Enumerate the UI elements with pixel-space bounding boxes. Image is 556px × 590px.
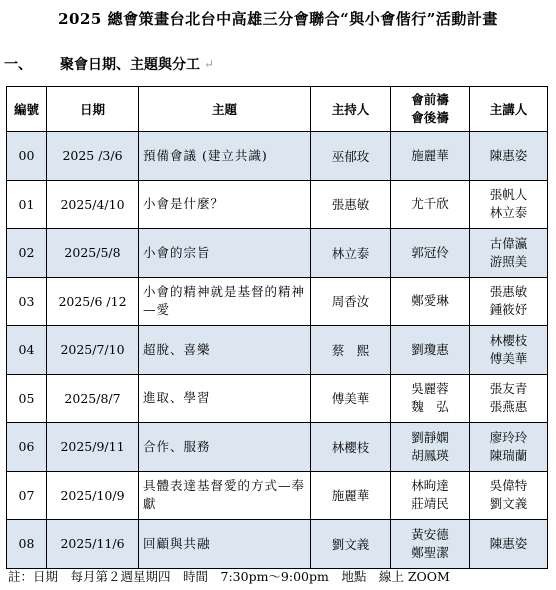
cell-prayer: 郭冠伶 [391,229,470,278]
page-title: 2025 總會策畫台北台中高雄三分會聯合“與小會偕行”活動計畫 [58,10,498,28]
table-row [7,229,548,278]
cell-prayer: 劉瓊惠 [391,326,470,375]
table-row [7,326,548,375]
header-host: 主持人 [311,87,391,132]
cell-id: 04 [7,326,47,375]
table-row [7,423,548,472]
cell-id: 05 [7,374,47,423]
cell-speaker: 林櫻枝 傅美華 [470,326,548,375]
header-date: 日期 [47,87,139,132]
cell-topic: 合作、服務 [139,423,311,472]
cell-date: 2025/6 /12 [47,277,139,326]
paragraph-mark-icon: ↵ [204,57,215,71]
cell-date: 2025 /3/6 [47,132,139,181]
table-row [7,180,548,229]
cell-speaker: 古偉瀛 游照美 [470,229,548,278]
cell-date: 2025/10/9 [47,471,139,520]
cell-topic: 小會是什麼？ [139,180,311,229]
cell-speaker: 張帆人 林立泰 [470,180,548,229]
table-row [7,374,548,423]
cell-id: 00 [7,132,47,181]
header-prayer: 會前禱 會後禱 [391,87,470,132]
cell-id: 08 [7,520,47,569]
section-title: 聚會日期、主題與分工 [60,57,200,73]
cell-host: 蔡 熙 [311,326,391,375]
cell-host: 施麗華 [311,471,391,520]
table-header-row [7,87,548,132]
section-heading [4,54,214,74]
cell-topic: 小會的精神就是基督的精神—愛 [139,277,311,326]
table-row [7,132,548,181]
cell-topic: 回顧與共融 [139,520,311,569]
schedule-table [6,86,548,569]
cell-topic: 具體表達基督愛的方式—奉獻 [139,471,311,520]
cell-host: 傅美華 [311,374,391,423]
cell-speaker: 陳惠姿 [470,132,548,181]
cell-prayer: 林昫達 莊靖民 [391,471,470,520]
cell-host: 林立泰 [311,229,391,278]
cell-prayer: 施麗華 [391,132,470,181]
table-row [7,520,548,569]
cell-id: 06 [7,423,47,472]
header-id: 編號 [7,87,47,132]
cell-speaker: 吳偉特 劉文義 [470,471,548,520]
cell-date: 2025/11/6 [47,520,139,569]
cell-date: 2025/9/11 [47,423,139,472]
table-row [7,277,548,326]
cell-id: 07 [7,471,47,520]
cell-topic: 小會的宗旨 [139,229,311,278]
cell-date: 2025/7/10 [47,326,139,375]
cell-topic: 進取、學習 [139,374,311,423]
cell-speaker: 張惠敏 鍾筱妤 [470,277,548,326]
cell-id: 01 [7,180,47,229]
header-topic: 主題 [139,87,311,132]
cell-speaker: 陳惠姿 [470,520,548,569]
table-row [7,471,548,520]
cell-host: 巫郁玫 [311,132,391,181]
cell-prayer: 黃安德 鄭聖潔 [391,520,470,569]
cell-prayer: 吳麗蓉 魏 弘 [391,374,470,423]
header-speaker: 主講人 [470,87,548,132]
cell-host: 劉文義 [311,520,391,569]
footnote: 註：日期 每月第２週星期四 時間 7:30pm～9:00pm 地點 線上 ZOOM [8,569,450,584]
cell-host: 林櫻枝 [311,423,391,472]
cell-speaker: 張友青 張燕惠 [470,374,548,423]
cell-topic: 超脫、喜樂 [139,326,311,375]
cell-date: 2025/5/8 [47,229,139,278]
cell-prayer: 劉靜嫻 胡鳳瑛 [391,423,470,472]
cell-host: 張惠敏 [311,180,391,229]
cell-host: 周香汝 [311,277,391,326]
cell-topic: 預備會議 (建立共識) [139,132,311,181]
cell-date: 2025/8/7 [47,374,139,423]
cell-id: 02 [7,229,47,278]
cell-date: 2025/4/10 [47,180,139,229]
cell-prayer: 尤千欣 [391,180,470,229]
cell-id: 03 [7,277,47,326]
section-number: 一、 [4,57,32,73]
cell-prayer: 鄭愛琳 [391,277,470,326]
cell-speaker: 廖玲玲 陳瑞蘭 [470,423,548,472]
